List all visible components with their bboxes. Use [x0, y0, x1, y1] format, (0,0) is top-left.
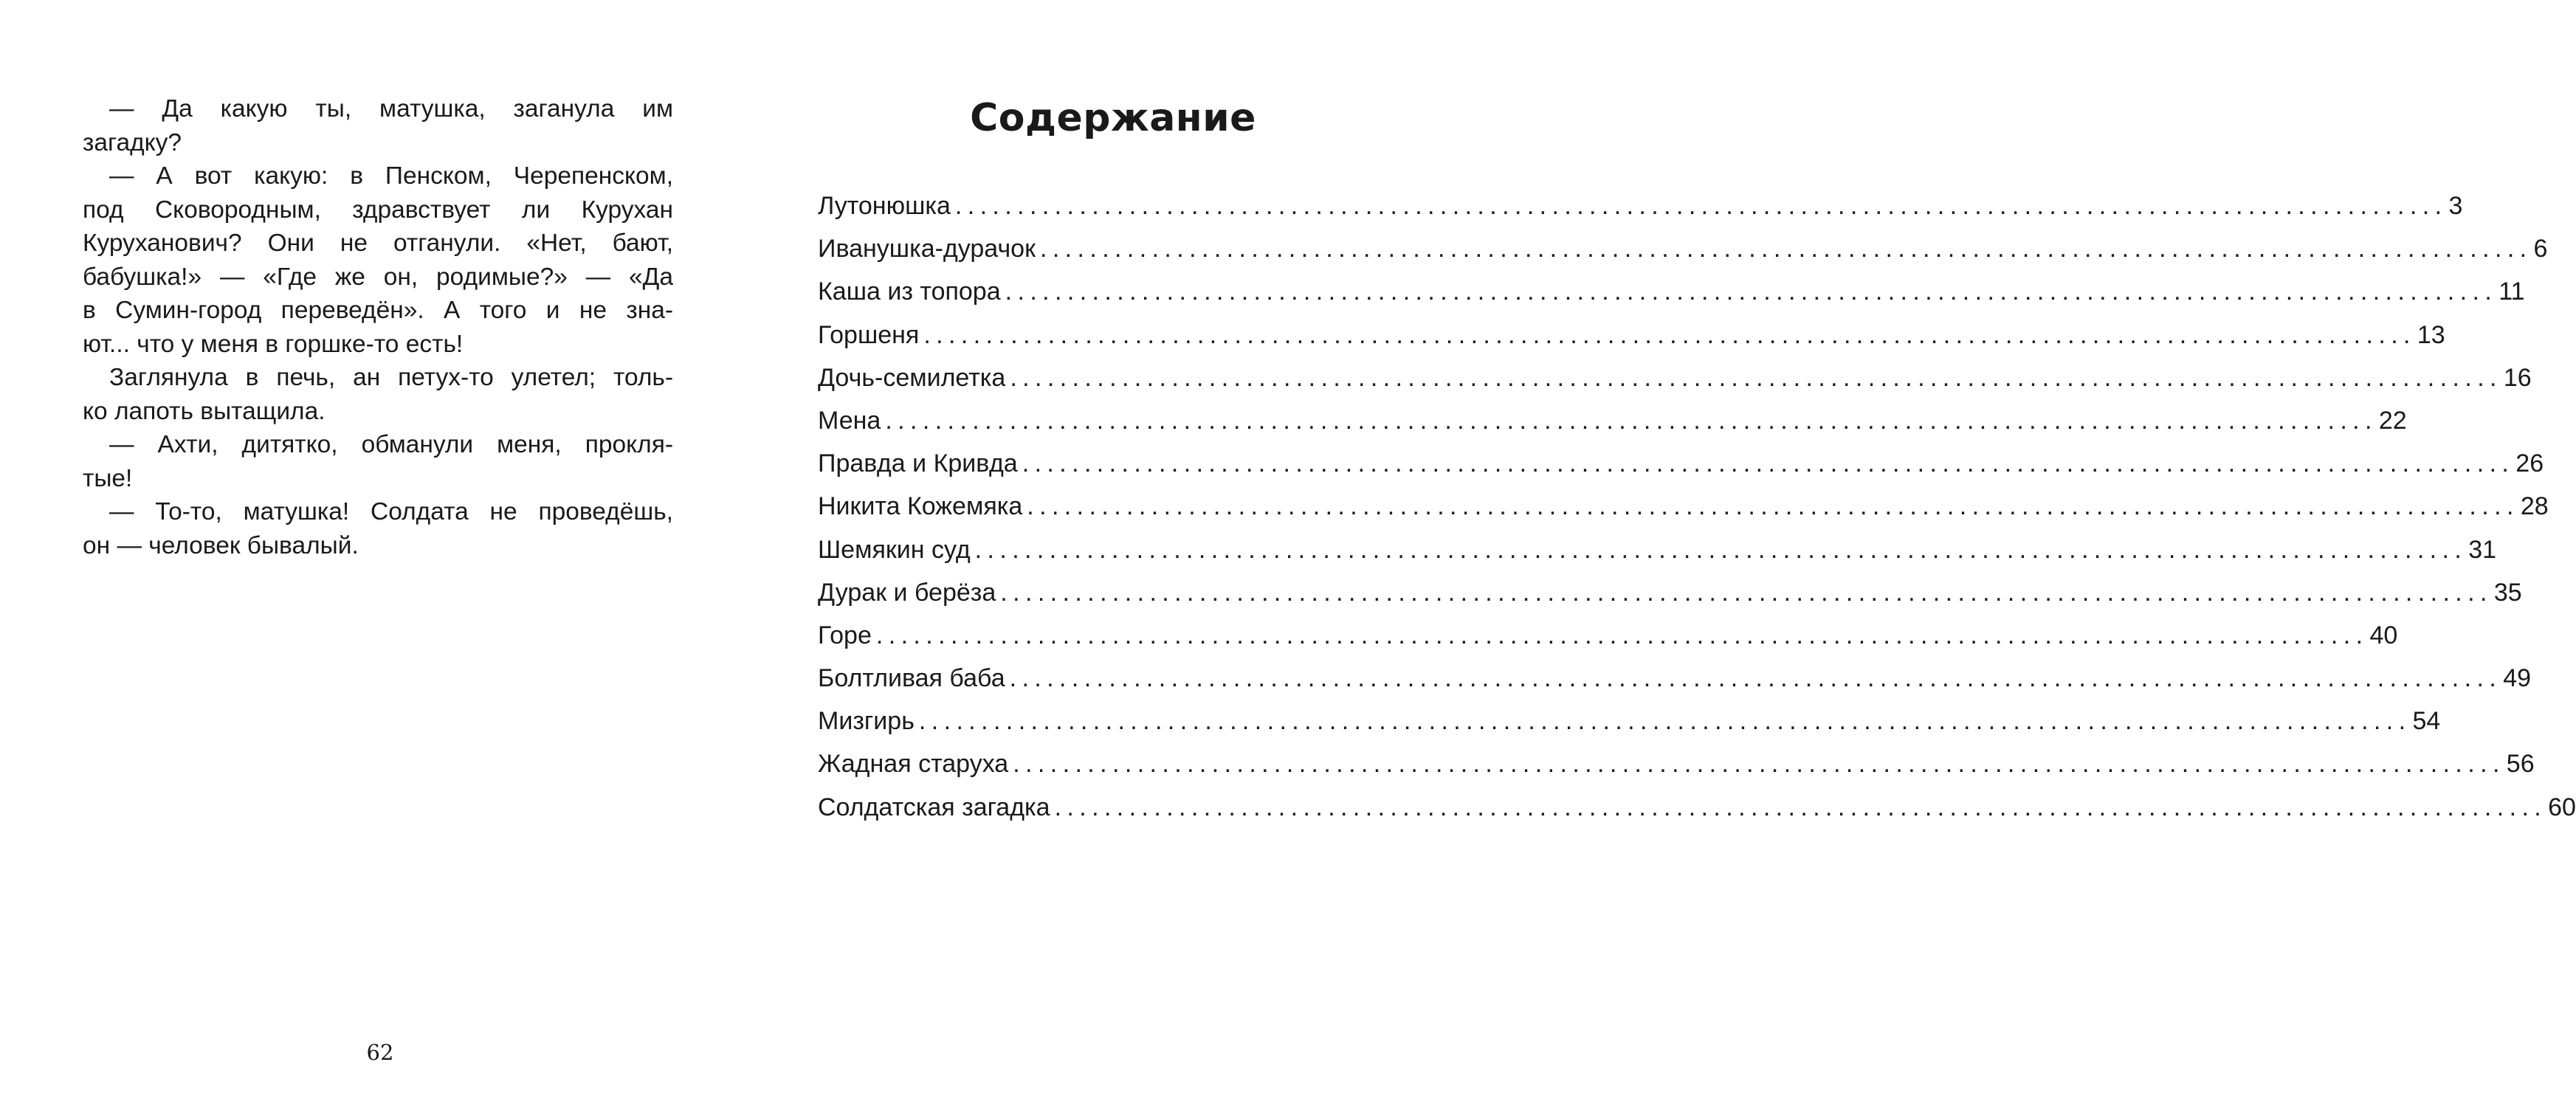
left-page [83, 92, 673, 562]
text-line: под Сковородным, здравствует ли Курухан [83, 196, 673, 224]
toc-entry-page: 3 [2448, 192, 2463, 220]
toc-entry-page: 26 [2515, 449, 2544, 478]
text-line: Куруханович? Они не отганули. «Нет, бают, [83, 230, 673, 257]
text-line: загадку? [83, 128, 182, 156]
toc-entry[interactable] [818, 657, 2532, 700]
toc-entry-page: 22 [2378, 406, 2407, 435]
dot-leader: ........................................................................................................................ [954, 192, 2448, 220]
dot-leader: ........................................................................................................................ [1027, 492, 2519, 521]
toc-entry-page: 6 [2533, 235, 2548, 263]
dot-leader: ........................................................................................................................ [1000, 578, 2493, 607]
dot-leader: ........................................................................................................................ [1010, 363, 2502, 392]
toc-entry[interactable] [818, 485, 2549, 528]
dot-leader: ........................................................................................................................ [875, 621, 2369, 649]
toc-entry-page: 35 [2493, 578, 2522, 607]
toc-entry[interactable] [818, 184, 2463, 227]
toc-entry[interactable] [818, 742, 2535, 785]
toc-entry-title: Иванушка-дурачок [818, 235, 1036, 263]
toc-entry[interactable] [818, 314, 2445, 356]
toc-entry-title: Болтливая баба [818, 664, 1005, 693]
toc-entry-title: Лутонюшка [818, 192, 951, 220]
toc-entry-title: Дочь-семилетка [818, 363, 1006, 392]
toc-entry[interactable] [818, 528, 2497, 571]
dot-leader: ........................................................................................................................ [918, 707, 2411, 736]
toc-entry-title: Горе [818, 621, 872, 649]
toc-entry-title: Никита Кожемяка [818, 492, 1023, 521]
toc-entry-title: Мизгирь [818, 707, 915, 736]
toc-entry-page: 13 [2417, 320, 2445, 349]
toc-entry[interactable] [818, 399, 2407, 442]
toc-entry[interactable] [818, 571, 2522, 614]
text-line: — Ахти, дитятко, обманули меня, прокля- [109, 431, 673, 458]
toc-entry-title: Мена [818, 406, 881, 435]
dot-leader: ........................................................................................................................ [1022, 449, 2515, 478]
table-of-contents [818, 184, 2576, 829]
toc-entry[interactable] [818, 356, 2532, 399]
right-page [818, 92, 2576, 829]
toc-entry-page: 56 [2506, 750, 2535, 779]
dot-leader: ........................................................................................................................ [1039, 235, 2532, 263]
dot-leader: ........................................................................................................................ [974, 535, 2467, 564]
text-line: Заглянула в печь, ан петух-то улетел; толь- [109, 364, 673, 391]
toc-entry-title: Шемякин суд [818, 535, 971, 564]
dot-leader: ........................................................................................................................ [1005, 277, 2498, 306]
story-text [83, 92, 673, 562]
dot-leader: ........................................................................................................................ [885, 406, 2377, 435]
toc-entry-page: 49 [2503, 664, 2532, 693]
toc-entry-page: 60 [2548, 793, 2576, 821]
text-line: в Сумин-город переведён». А того и не зна- [83, 297, 673, 324]
text-line: бабушка!» — «Где же он, родимые?» — «Да [83, 263, 673, 291]
text-line: ко лапоть вытащила. [83, 397, 326, 425]
toc-entry[interactable] [818, 614, 2398, 657]
toc-entry[interactable] [818, 227, 2548, 270]
toc-entry-page: 31 [2468, 535, 2497, 564]
text-line: — То-то, матушка! Солдата не проведёшь, [109, 498, 673, 525]
toc-entry-page: 16 [2503, 363, 2532, 392]
text-line: — Да какую ты, матушка, заганула им [109, 95, 673, 123]
toc-title: Содержание [970, 96, 1256, 140]
toc-entry-title: Правда и Кривда [818, 449, 1018, 478]
toc-entry-title: Каша из топора [818, 277, 1001, 306]
text-line: тые! [83, 464, 133, 492]
page-number: 62 [366, 1040, 394, 1065]
text-line: — А вот какую: в Пенском, Черепенском, [109, 162, 673, 190]
toc-entry[interactable] [818, 700, 2441, 742]
toc-entry-title: Горшеня [818, 320, 920, 349]
text-line: ют... что у меня в горшке-то есть! [83, 330, 464, 358]
toc-entry-title: Жадная старуха [818, 750, 1009, 779]
toc-entry-page: 40 [2369, 621, 2398, 649]
toc-entry-page: 28 [2520, 492, 2549, 521]
toc-entry[interactable] [818, 270, 2525, 313]
dot-leader: ........................................................................................................................ [923, 320, 2416, 349]
toc-entry-title: Дурак и берёза [818, 578, 996, 607]
toc-entry[interactable] [818, 442, 2544, 485]
dot-leader: ........................................................................................................................ [1013, 750, 2505, 779]
toc-entry-page: 11 [2498, 277, 2525, 306]
text-line: он — человек бывалый. [83, 531, 359, 559]
dot-leader: ........................................................................................................................ [1054, 793, 2547, 821]
toc-entry-page: 54 [2412, 707, 2441, 736]
toc-entry-title: Солдатская загадка [818, 793, 1050, 821]
dot-leader: ........................................................................................................................ [1009, 664, 2502, 693]
toc-entry[interactable] [818, 786, 2576, 829]
